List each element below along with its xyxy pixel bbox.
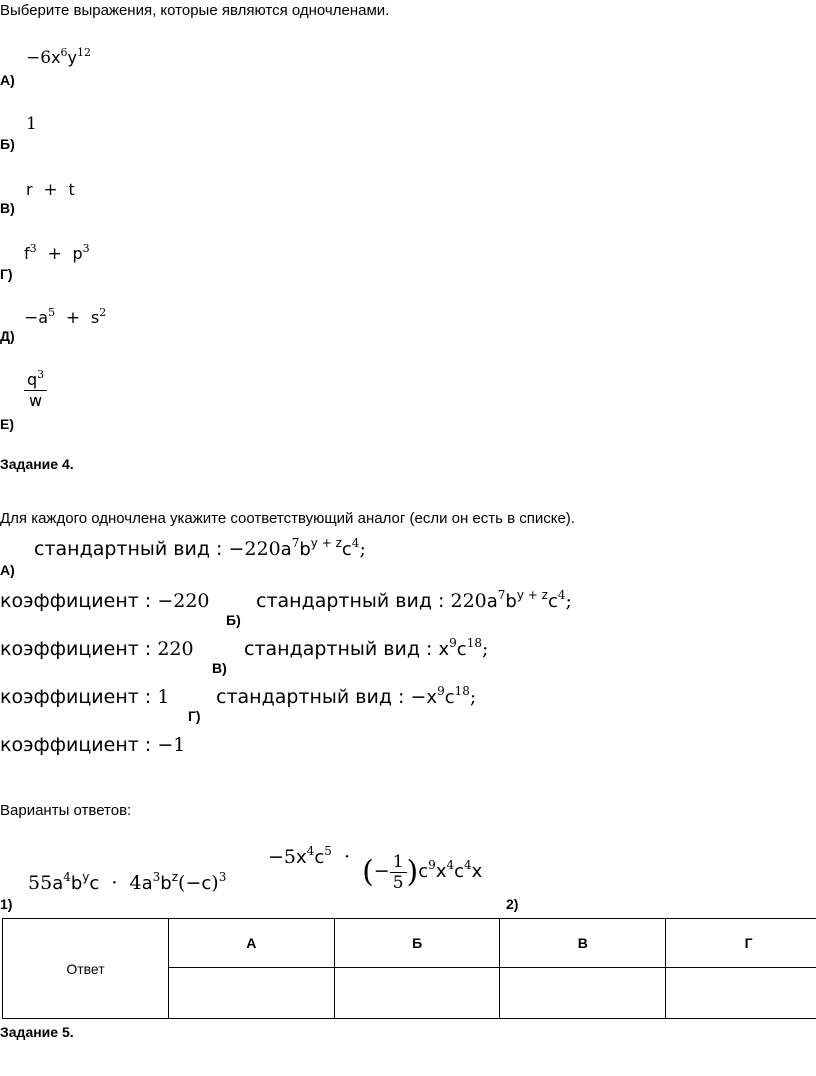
item-label-b: Б) <box>226 612 241 628</box>
answer-2-expression: $-5x^4c^5$ · (− $\frac{1}{5}$ )$c^9x^4c^4x$ <box>268 844 483 893</box>
option-expression-e: $\frac{q^3}{w}$ <box>24 370 47 411</box>
coefficient-value: 220 <box>157 638 194 660</box>
answer-cell-v[interactable] <box>500 968 666 1019</box>
coefficient-word: коэффициент : <box>0 590 152 612</box>
option-label-b: Б) <box>0 136 15 152</box>
answer-row-label: Ответ <box>3 919 169 1019</box>
option-label-g: Г) <box>0 266 13 282</box>
task4-question: Для каждого одночлена укажите соответствующий аналог (если он есть в списке). <box>0 510 575 527</box>
item-label-a: А) <box>0 562 15 578</box>
option-expression-g: $f^3 + p^3$ <box>24 242 90 264</box>
item-label-v: В) <box>212 660 227 676</box>
answer-label-1: 1) <box>0 896 13 912</box>
option-expression-a: $-6x^6y^{12}$ <box>26 46 91 68</box>
option-label-a: А) <box>0 72 15 88</box>
column-header-a: А <box>168 919 334 968</box>
answer-1-expression: $55a^4b^yc \cdot 4a^3b^z(-c)^3$ <box>28 870 227 894</box>
coefficient-value: −220 <box>157 590 210 612</box>
coefficient-word: коэффициент : <box>0 686 152 708</box>
column-header-b: Б <box>334 919 500 968</box>
option-expression-d: $-a^5 + s^2$ <box>24 306 107 328</box>
option-expression-b: 1 <box>26 114 37 134</box>
task3-question: Выберите выражения, которые являются одночленами. <box>0 2 390 19</box>
item-a-standard-form: стандартный вид : $-220a^7b^{y + z}c^4$; <box>34 536 366 560</box>
item-v-standard-form: стандартный вид : $x^9c^{18}$; <box>244 636 489 660</box>
standard-form-word: стандартный вид : <box>244 638 433 660</box>
item-b-coefficient <box>0 638 194 660</box>
standard-form-word: стандартный вид : <box>256 590 445 612</box>
standard-form-word: стандартный вид : <box>216 686 405 708</box>
option-label-d: Д) <box>0 328 15 344</box>
answer-cell-g[interactable] <box>666 968 816 1019</box>
coefficient-word: коэффициент : <box>0 734 152 756</box>
answer-label-2: 2) <box>506 896 519 912</box>
coefficient-value: 1 <box>157 686 170 708</box>
column-header-g: Г <box>666 919 816 968</box>
task5-title: Задание 5. <box>0 1024 74 1040</box>
option-label-v: В) <box>0 200 15 216</box>
coefficient-word: коэффициент : <box>0 638 152 660</box>
item-a-coefficient <box>0 590 210 612</box>
answer-cell-a[interactable] <box>168 968 334 1019</box>
answer-table <box>2 918 816 1019</box>
item-label-g: Г) <box>188 708 201 724</box>
option-expression-v: r + t <box>26 180 75 200</box>
standard-form-word: стандартный вид : <box>34 538 223 560</box>
coefficient-value: −1 <box>157 734 186 756</box>
item-g-coefficient <box>0 734 185 756</box>
item-g-standard-form: стандартный вид : $-x^9c^{18}$; <box>216 684 477 708</box>
option-label-e: Е) <box>0 416 14 432</box>
answer-cell-b[interactable] <box>334 968 500 1019</box>
task4-title: Задание 4. <box>0 456 74 472</box>
item-v-coefficient <box>0 686 169 708</box>
column-header-v: В <box>500 919 666 968</box>
variants-title: Варианты ответов: <box>0 802 132 819</box>
item-b-standard-form: стандартный вид : $220a^7b^{y + z}c^4$; <box>256 588 572 612</box>
